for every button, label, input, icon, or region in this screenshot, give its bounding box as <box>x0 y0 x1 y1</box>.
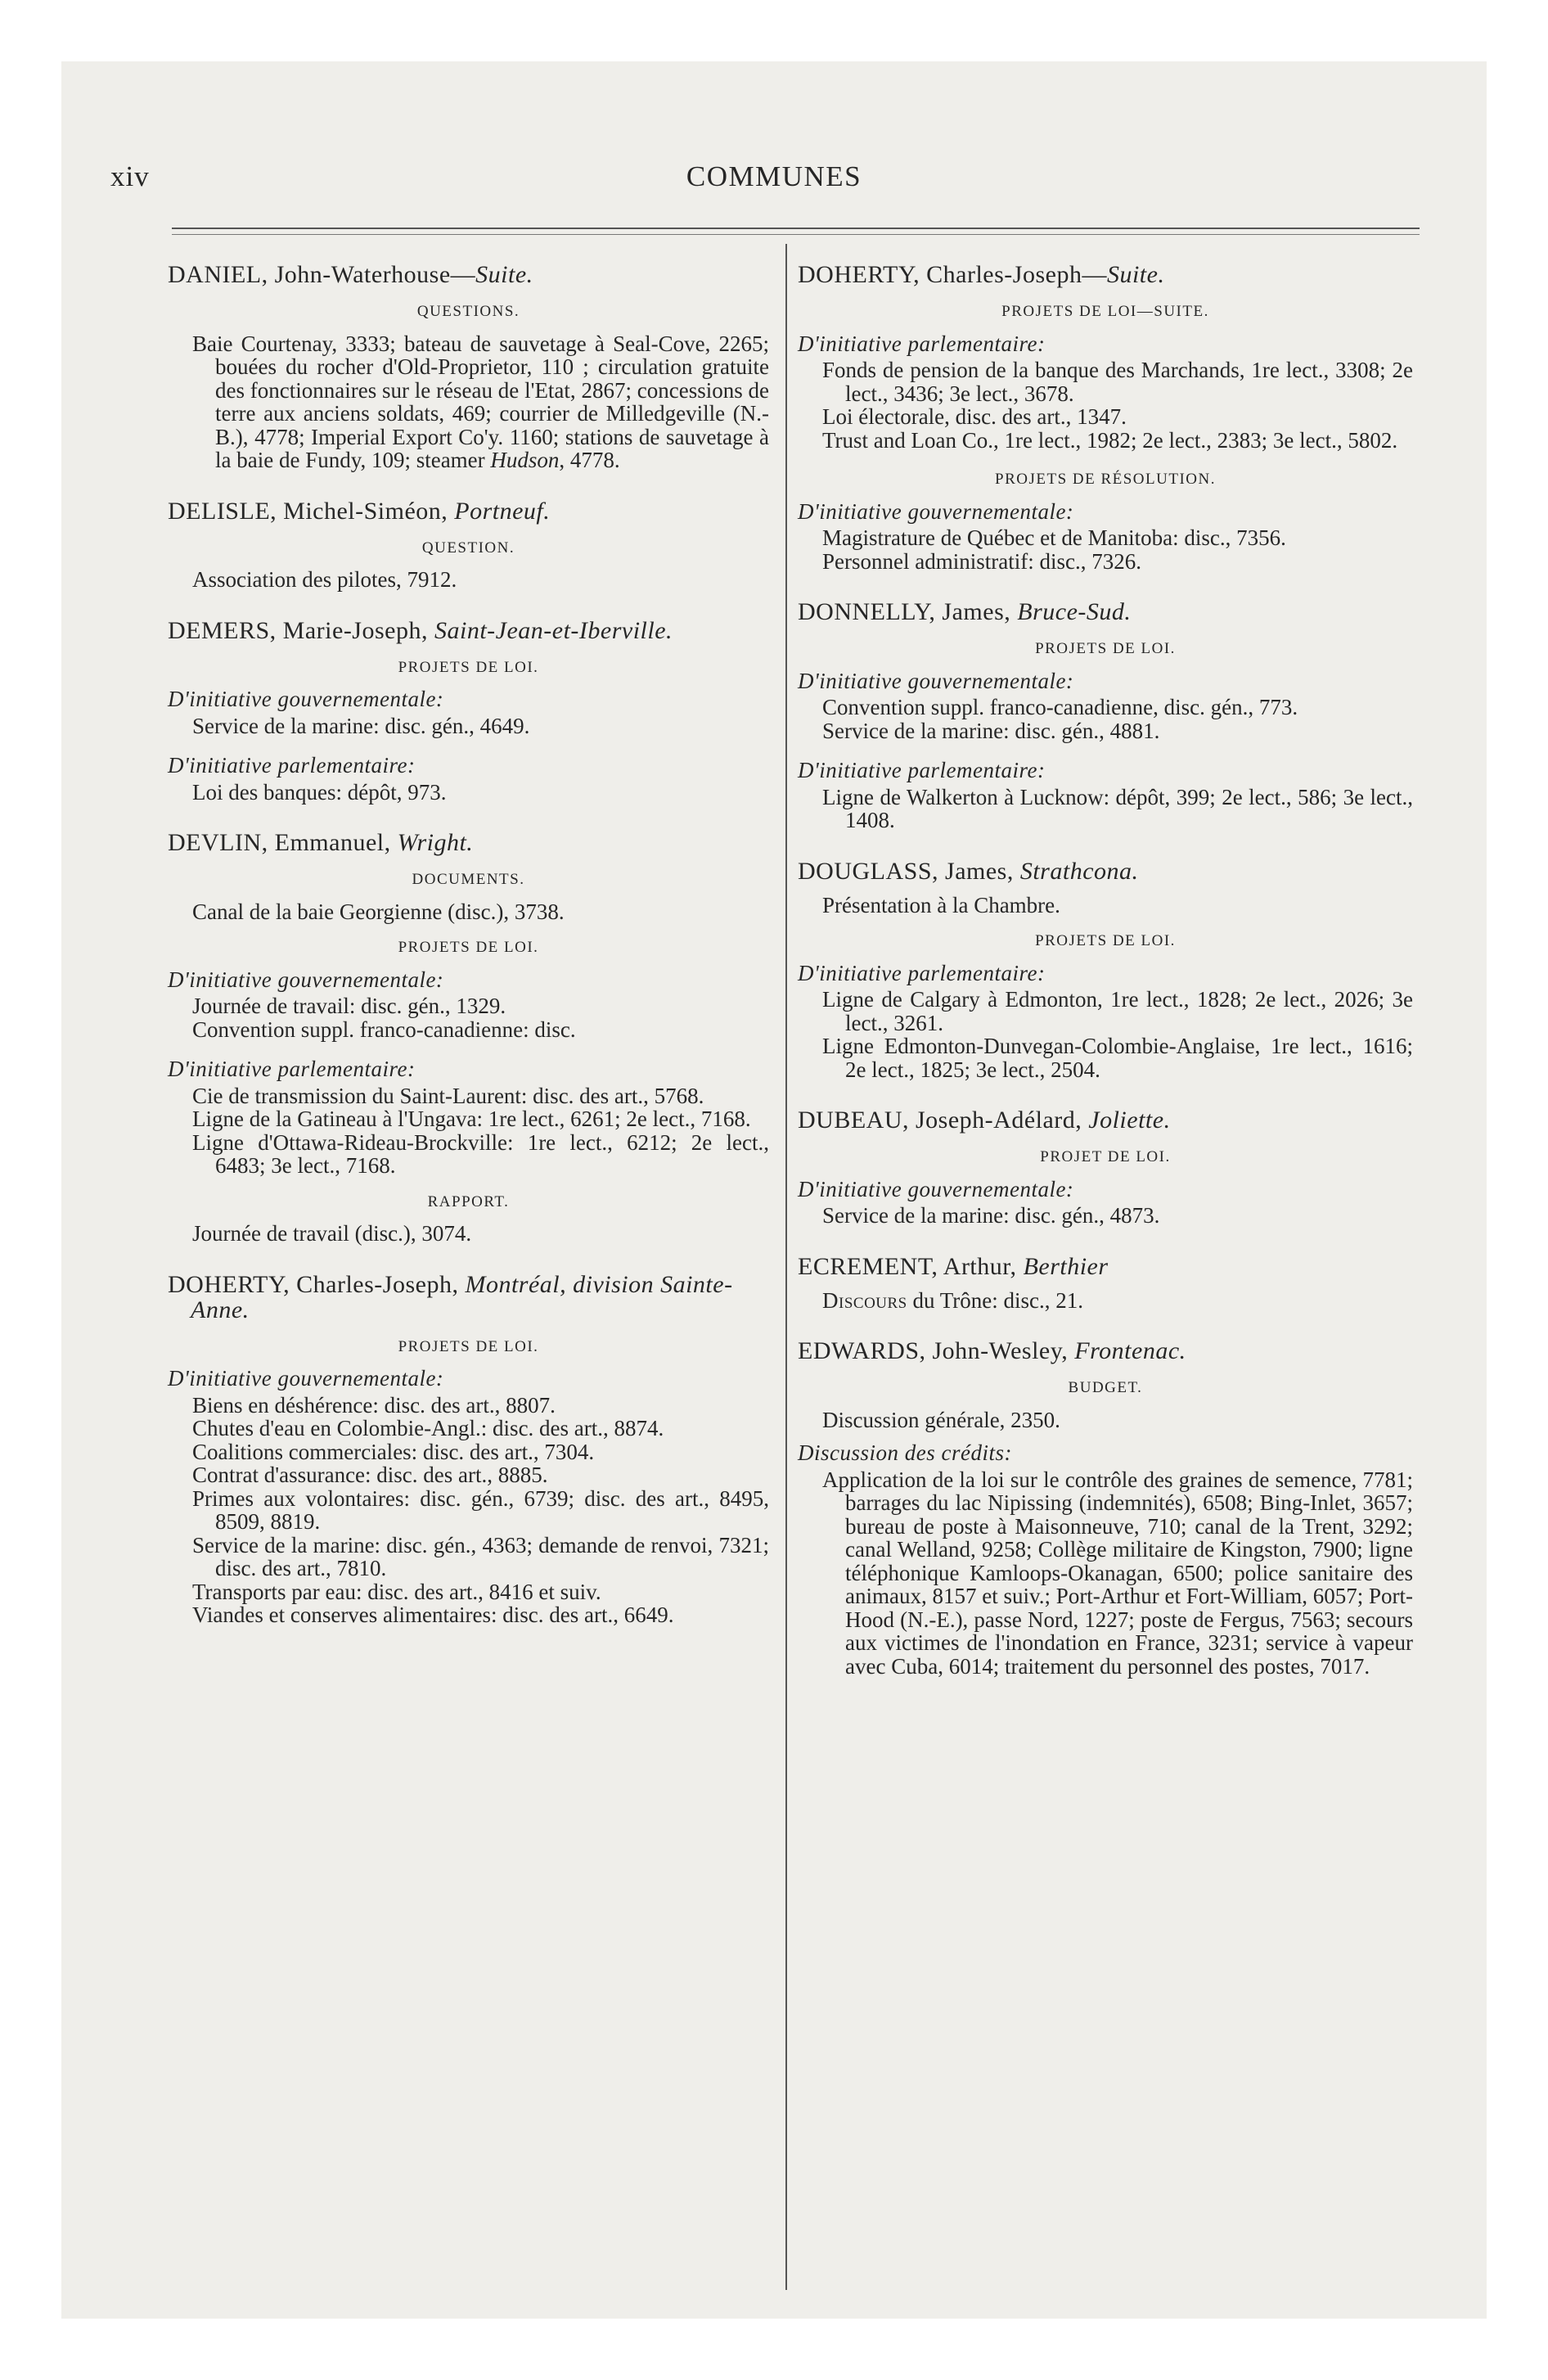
entry-text: Ligne de la Gatineau à l'Ungava: 1re lect., 6261; 2e lect., 7168. <box>192 1107 751 1131</box>
entry-text: Service de la marine: disc. gén., 4873. <box>822 1203 1160 1228</box>
entry-text: Loi des banques: dépôt, 973. <box>192 779 447 805</box>
member-name: ECREMENT, Arthur, Berthier <box>798 1252 1109 1280</box>
section-heading: PROJETS DE LOI. <box>1035 640 1176 657</box>
entry-text: Viandes et conserves alimentaires: disc. des art., 6649. <box>192 1602 674 1627</box>
subsection <box>798 669 1413 743</box>
entry-text: Ligne d'Ottawa-Rideau-Brockville: 1re lect., 6212; 2e lect., 6483; 3e lect., 7168. <box>192 1129 769 1178</box>
subsection <box>798 332 1413 453</box>
entry-text: Contrat d'assurance: disc. des art., 8885. <box>192 1463 548 1487</box>
entry-text: Service de la marine: disc. gén., 4363; demande de renvoi, 7321; disc. des art., 7810. <box>192 1532 769 1580</box>
member-name: DONNELLY, James, Bruce-Sud. <box>798 598 1132 625</box>
entry-devlin <box>168 830 769 1246</box>
section-heading: BUDGET. <box>1068 1379 1143 1396</box>
section-heading: QUESTION. <box>421 539 515 557</box>
entry-delisle <box>168 498 769 592</box>
entry-text: Coalitions commerciales: disc. des art., 7304. <box>192 1439 595 1464</box>
subsection-label: D'initiative gouvernementale: <box>798 1176 1074 1201</box>
section-heading: PROJET DE LOI. <box>1040 1148 1171 1165</box>
right-column <box>798 262 1413 1704</box>
member-name: DOHERTY, Charles-Joseph, Montréal, division Sainte-Anne. <box>168 1270 733 1323</box>
section-heading: PROJETS DE LOI. <box>398 658 539 676</box>
subsection <box>168 754 769 804</box>
subsection <box>168 1057 769 1178</box>
section-heading: QUESTIONS. <box>416 303 520 320</box>
member-name: EDWARDS, John-Wesley, Frontenac. <box>798 1337 1186 1364</box>
entry-doherty-continued <box>798 262 1413 573</box>
entry-dubeau <box>798 1107 1413 1228</box>
subsection <box>798 962 1413 1082</box>
section-heading: PROJETS DE LOI. <box>398 1337 539 1355</box>
entry-text: Service de la marine: disc. gén., 4649. <box>192 713 530 738</box>
entry-text: Biens en déshérence: disc. des art., 8807. <box>192 1392 556 1418</box>
subsection-label: D'initiative gouvernementale: <box>168 967 444 992</box>
section-heading: PROJETS DE LOI. <box>398 939 539 956</box>
entry-text: Service de la marine: disc. gén., 4881. <box>822 718 1160 743</box>
subsection-label: D'initiative gouvernementale: <box>168 1366 444 1391</box>
section-heading: PROJETS DE LOI. <box>1035 932 1176 949</box>
subsection-label: D'initiative parlementaire: <box>168 753 416 778</box>
member-name: DANIEL, John-Waterhouse—Suite. <box>168 261 533 288</box>
subsection-label: D'initiative gouvernementale: <box>798 498 1074 524</box>
running-title: COMMUNES <box>686 160 862 192</box>
subsection-label: Discussion des crédits: <box>798 1440 1012 1465</box>
member-name: DELISLE, Michel-Siméon, Portneuf. <box>168 497 551 525</box>
entry-text: Convention suppl. franco-canadienne: disc. <box>192 1016 576 1042</box>
header-rule <box>172 228 1420 229</box>
entry-text: Baie Courtenay, 3333; bateau de sauvetage à Seal-Cove, 2265; bouées du rocher d'Old-Proprietor, 110 ; circulation gratuite des fonctionnaires sur le réseau de l'Etat, 2867; concessions de terre aux anciens soldats, 469; courrier de Milledgeville (N.-B.), 4778; Imperial Export Co'y. 1160; stations de sauvetage à la baie de Fundy, 109; steamer Hudson, 4778. <box>192 331 769 472</box>
entry-text: Discours du Trône: disc., 21. <box>822 1287 1084 1313</box>
entry-donnelly <box>798 599 1413 832</box>
entry-text: Cie de transmission du Saint-Laurent: disc. des art., 5768. <box>192 1083 704 1108</box>
entry-text: Présentation à la Chambre. <box>822 892 1060 917</box>
entry-text: Journée de travail: disc. gén., 1329. <box>192 994 506 1018</box>
entry-text: Ligne de Walkerton à Lucknow: dépôt, 399; 2e lect., 586; 3e lect., 1408. <box>822 784 1413 832</box>
entry-text: Chutes d'eau en Colombie-Angl.: disc. des art., 8874. <box>192 1416 664 1440</box>
entry-text: Trust and Loan Co., 1re lect., 1982; 2e lect., 2383; 3e lect., 5802. <box>822 427 1398 453</box>
entry-doherty <box>168 1272 769 1627</box>
entry-text: Application de la loi sur le contrôle des graines de semence, 7781; barrages du lac Nipissing (indemnités), 6508; Bing-Inlet, 3657; bureau de poste à Maisonneuve, 710; canal de la Trent, 3292; canal Welland, 9258; Collège militaire de Kingston, 7900; ligne téléphonique Kamloops-Okanagan, 6500; police sanitaire des animaux, 8157 et suiv.; Port-Arthur et Fort-William, 6057; Port-Hood (N.-E.), passe Nord, 1227; poste de Fergus, 7563; secours aux victimes de l'inondation en France, 3231; service à vapeur avec Cuba, 6014; traitement du personnel des postes, 7017. <box>822 1467 1413 1679</box>
entry-edwards <box>798 1338 1413 1678</box>
entry-text: Journée de travail (disc.), 3074. <box>192 1221 472 1246</box>
page-number: xiv <box>110 160 150 192</box>
entry-text: Magistrature de Québec et de Manitoba: disc., 7356. <box>822 525 1286 550</box>
member-name: DOHERTY, Charles-Joseph—Suite. <box>798 261 1165 288</box>
subsection <box>798 759 1413 832</box>
header-rule-thin <box>172 234 1420 235</box>
subsection <box>168 687 769 737</box>
entry-text: Primes aux volontaires: disc. gén., 6739; disc. des art., 8495, 8509, 8819. <box>192 1485 769 1534</box>
entry-text: Ligne Edmonton-Dunvegan-Colombie-Anglaise, 1re lect., 1616; 2e lect., 1825; 3e lect., 2504. <box>822 1034 1413 1082</box>
member-name: DUBEAU, Joseph-Adélard, Joliette. <box>798 1107 1171 1134</box>
entry-text: Personnel administratif: disc., 7326. <box>822 548 1141 574</box>
column-divider <box>785 244 787 2290</box>
entry-douglass <box>798 859 1413 1082</box>
subsection <box>168 1367 769 1627</box>
left-column <box>168 262 769 1653</box>
section-heading: RAPPORT. <box>427 1192 510 1210</box>
entry-ecrement <box>798 1254 1413 1313</box>
section-heading: PROJETS DE RÉSOLUTION. <box>995 471 1216 488</box>
entry-text: Ligne de Calgary à Edmonton, 1re lect., 1828; 2e lect., 2026; 3e lect., 3261. <box>822 987 1413 1035</box>
entry-text: Loi électorale, disc. des art., 1347. <box>822 404 1127 429</box>
subsection-label: D'initiative gouvernementale: <box>798 668 1074 693</box>
entry-text: Association des pilotes, 7912. <box>192 567 457 592</box>
entry-demers <box>168 618 769 805</box>
subsection <box>168 968 769 1042</box>
subsection-label: D'initiative parlementaire: <box>798 960 1046 985</box>
entry-text: Discussion générale, 2350. <box>822 1407 1060 1432</box>
entry-text: Transports par eau: disc. des art., 8416 et suiv. <box>192 1579 601 1604</box>
subsection-label: D'initiative parlementaire: <box>798 331 1046 356</box>
section-heading: PROJETS DE LOI—SUITE. <box>1001 303 1209 320</box>
entry-text: Fonds de pension de la banque des Marchands, 1re lect., 3308; 2e lect., 3436; 3e lect., 3678. <box>822 358 1413 406</box>
subsection-label: D'initiative parlementaire: <box>168 1057 416 1081</box>
subsection <box>798 500 1413 574</box>
member-name: DOUGLASS, James, Strathcona. <box>798 857 1139 885</box>
section-heading: DOCUMENTS. <box>412 871 525 888</box>
subsection-label: D'initiative gouvernementale: <box>168 687 444 711</box>
subsection-label: D'initiative parlementaire: <box>798 758 1046 782</box>
member-name: DEVLIN, Emmanuel, Wright. <box>168 829 474 856</box>
entry-text: Canal de la baie Georgienne (disc.), 3738. <box>192 899 565 924</box>
entry-text: Convention suppl. franco-canadienne, disc. gén., 773. <box>822 695 1298 719</box>
entry-daniel <box>168 262 769 472</box>
member-name: DEMERS, Marie-Joseph, Saint-Jean-et-Iberville. <box>168 616 673 644</box>
